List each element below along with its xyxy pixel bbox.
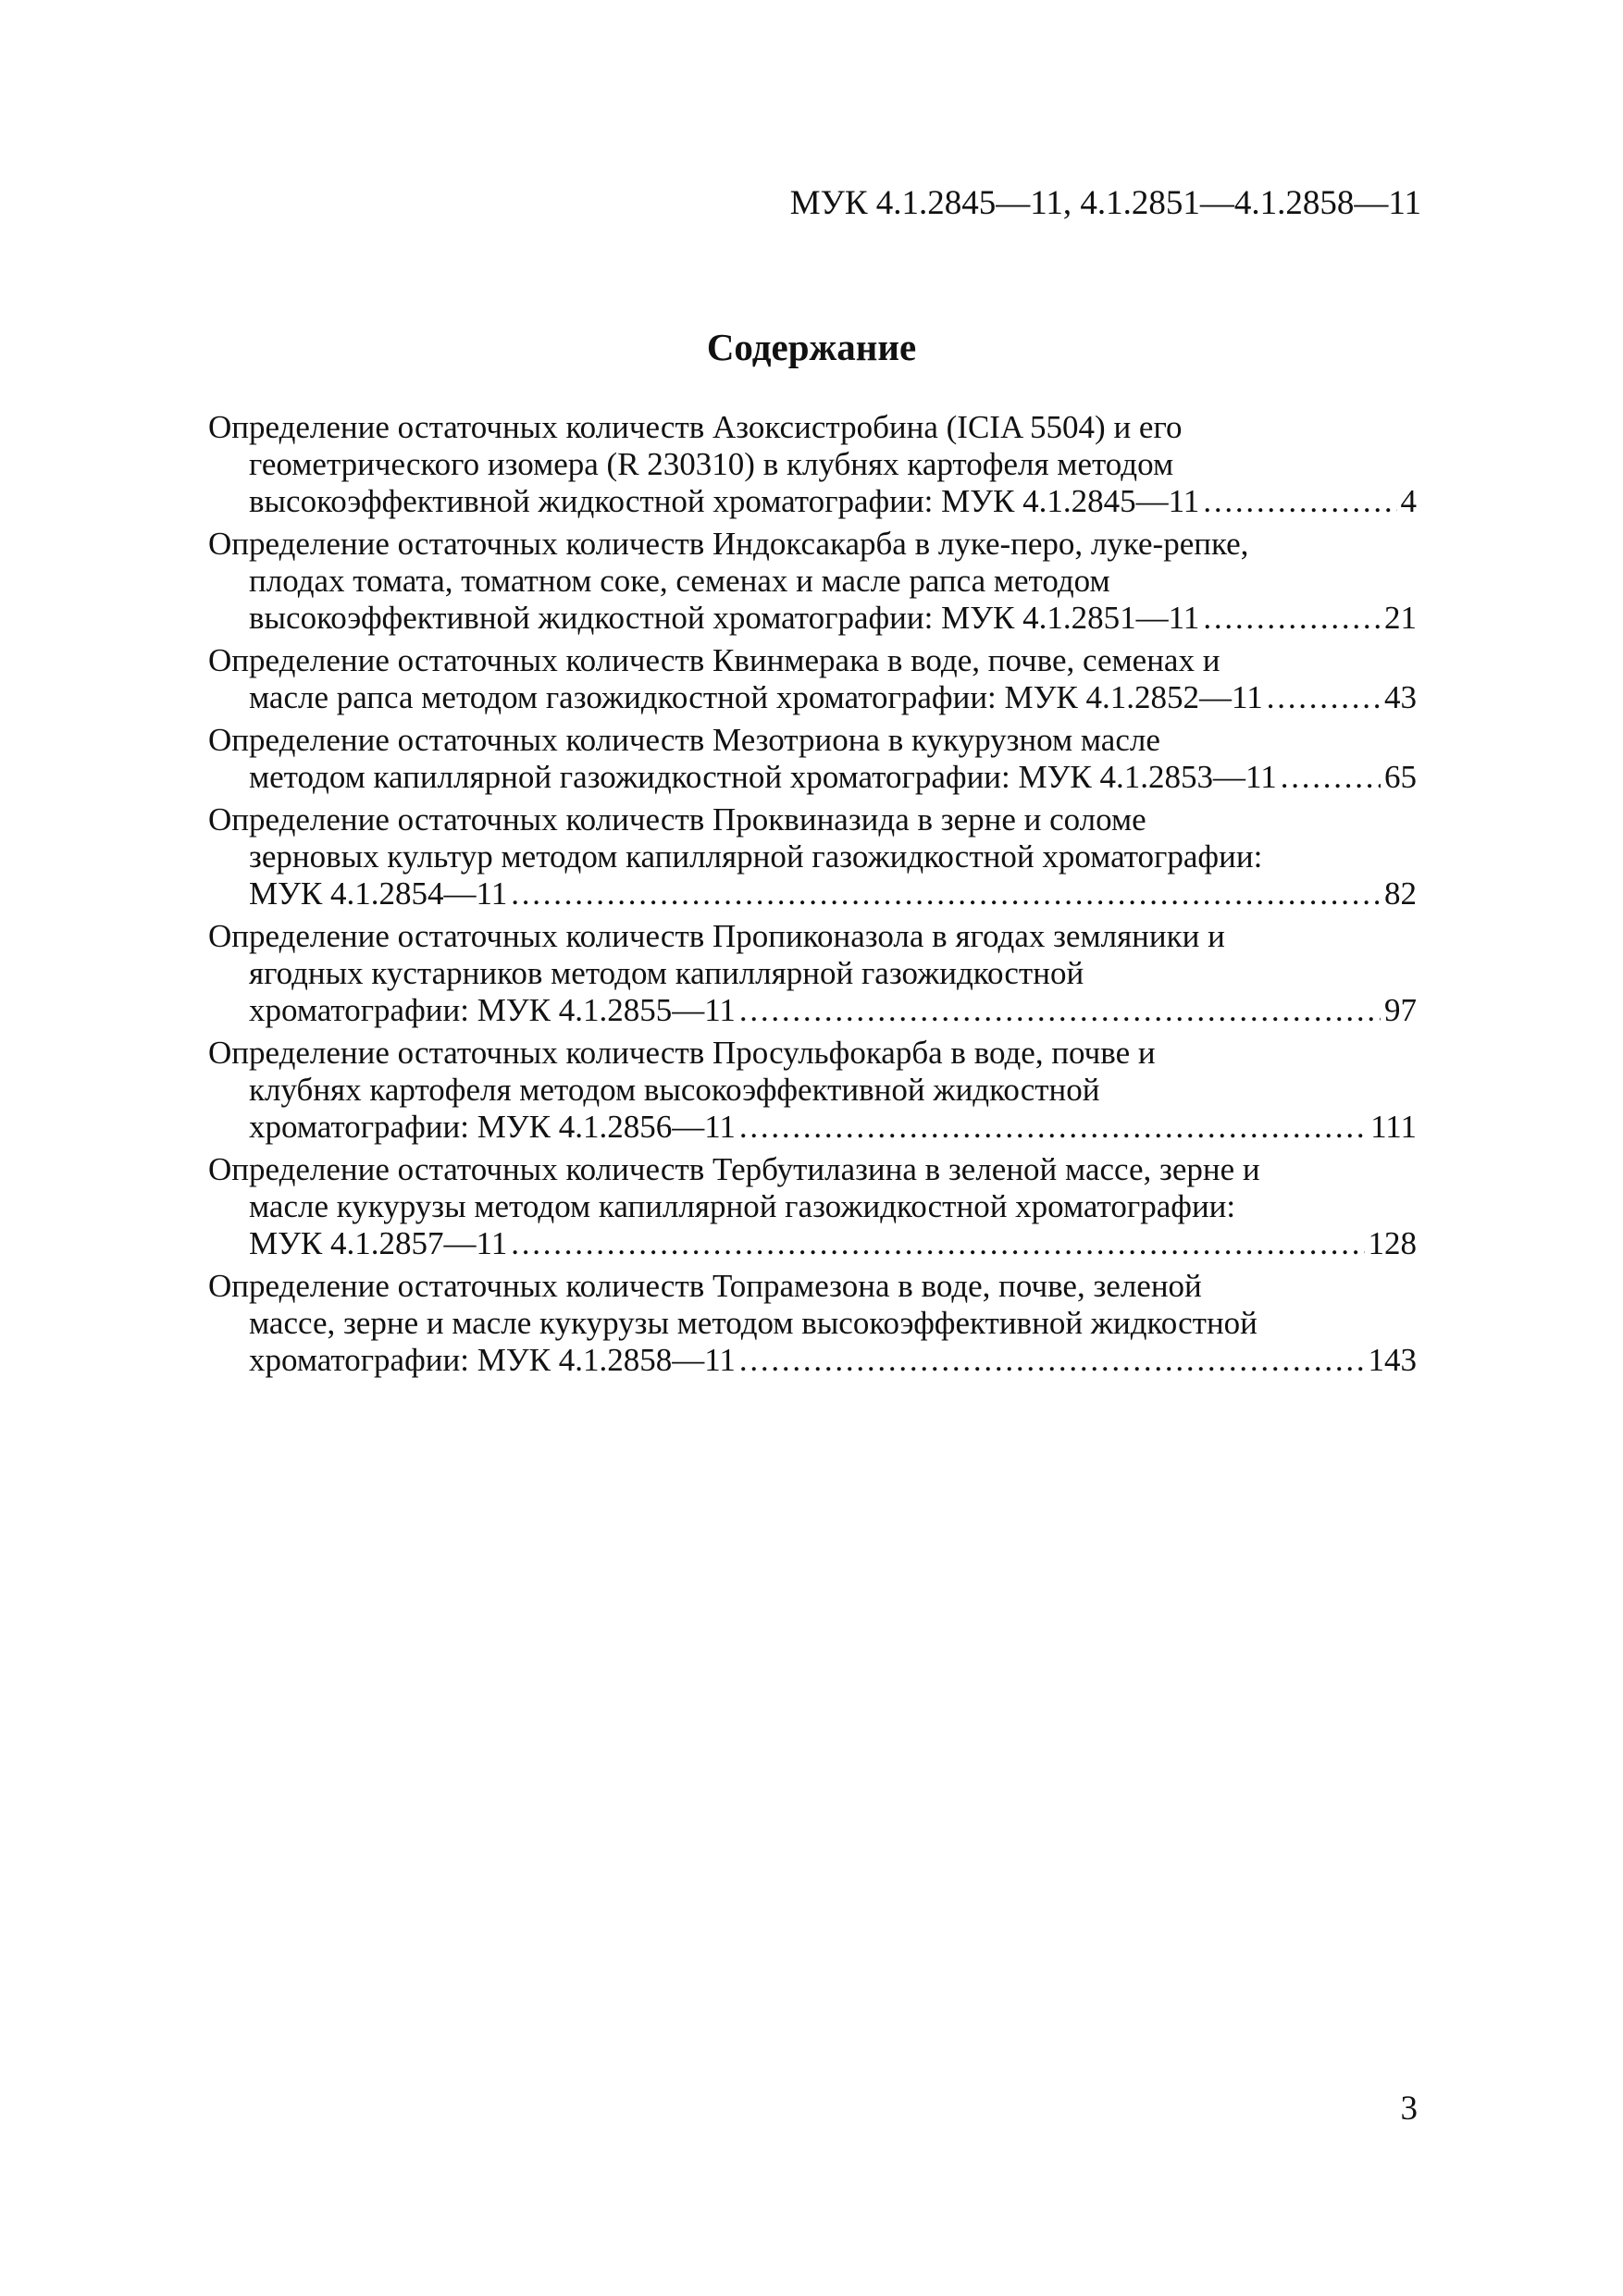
toc-entry-line: Определение остаточных количеств Пропиконазола в ягодах земляники и <box>208 918 1225 954</box>
dot-leader <box>739 1109 1367 1146</box>
toc-entry[interactable] <box>208 526 1417 637</box>
toc-entry-line: массе, зерне и масле кукурузы методом высокоэффективной жидкостной <box>249 1305 1258 1341</box>
dot-leader <box>1203 483 1396 520</box>
toc-entry[interactable] <box>208 722 1417 796</box>
toc-entry-last-line <box>208 875 1417 912</box>
dot-leader <box>1203 600 1381 637</box>
toc-entry-page: 143 <box>1368 1342 1417 1378</box>
toc-entry-text: высокоэффективной жидкостной хроматографии: МУК 4.1.2845—11 <box>249 483 1200 519</box>
dot-leader <box>511 1225 1364 1262</box>
toc-entry-page: 43 <box>1384 679 1417 715</box>
toc-entry[interactable] <box>208 642 1417 716</box>
toc-entry-page: 65 <box>1384 759 1417 795</box>
toc-entry-page: 4 <box>1400 483 1417 519</box>
toc-entry-line: зерновых культур методом капиллярной газожидкостной хроматографии: <box>249 838 1263 875</box>
toc-entry-last-line <box>208 600 1417 637</box>
dot-leader <box>1281 759 1381 796</box>
toc-entry-line: Определение остаточных количеств Квинмерака в воде, почве, семенах и <box>208 642 1220 678</box>
toc-entry-last-line <box>208 1225 1417 1262</box>
toc-entry-line: Определение остаточных количеств Азоксистробина (ICIA 5504) и его <box>208 409 1183 445</box>
toc-entry-text: хроматографии: МУК 4.1.2858—11 <box>249 1342 736 1378</box>
toc-entry-line: масле кукурузы методом капиллярной газожидкостной хроматографии: <box>249 1188 1236 1224</box>
toc-entry-page: 111 <box>1370 1109 1417 1145</box>
dot-leader <box>739 1342 1365 1379</box>
toc-entry-page: 21 <box>1384 600 1417 636</box>
dot-leader <box>739 992 1381 1029</box>
toc-entry-last-line <box>208 1109 1417 1146</box>
toc-entry[interactable] <box>208 1035 1417 1146</box>
toc-entry-text: МУК 4.1.2854—11 <box>249 875 508 912</box>
toc-entry-text: масле рапса методом газожидкостной хроматографии: МУК 4.1.2852—11 <box>249 679 1263 715</box>
toc-entry-line: Определение остаточных количеств Индоксакарба в луке-перо, луке-репке, <box>208 526 1249 562</box>
toc-entry-last-line <box>208 992 1417 1029</box>
toc-entry-text: хроматографии: МУК 4.1.2855—11 <box>249 992 736 1028</box>
toc-entry-last-line <box>208 483 1417 520</box>
toc-entry-line: Определение остаточных количеств Мезотриона в кукурузном масле <box>208 722 1160 758</box>
toc-entry-line: плодах томата, томатном соке, семенах и масле рапса методом <box>249 563 1110 599</box>
running-header: МУК 4.1.2845—11, 4.1.2851—4.1.2858—11 <box>789 184 1421 222</box>
toc-entry-text: методом капиллярной газожидкостной хроматографии: МУК 4.1.2853—11 <box>249 759 1277 795</box>
toc-entry[interactable] <box>208 918 1417 1029</box>
toc-entry-text: МУК 4.1.2857—11 <box>249 1225 508 1261</box>
toc-entry-page: 128 <box>1368 1225 1417 1261</box>
toc-entry-last-line <box>208 759 1417 796</box>
toc-title: Содержание <box>706 326 917 368</box>
page-number: 3 <box>1400 2090 1418 2128</box>
toc-entry-line: Определение остаточных количеств Тербутилазина в зеленой массе, зерне и <box>208 1151 1260 1187</box>
toc-entry-line: Определение остаточных количеств Проквиназида в зерне и соломе <box>208 801 1146 838</box>
toc-entry-page: 97 <box>1384 992 1417 1028</box>
toc-entry-text: хроматографии: МУК 4.1.2856—11 <box>249 1109 736 1145</box>
toc-entry[interactable] <box>208 801 1417 912</box>
dot-leader <box>1267 679 1381 716</box>
toc-entry-last-line <box>208 679 1417 716</box>
dot-leader <box>511 875 1381 912</box>
toc-entry-text: высокоэффективной жидкостной хроматографии: МУК 4.1.2851—11 <box>249 600 1200 636</box>
toc-entry-page: 82 <box>1384 875 1417 912</box>
toc-entry[interactable] <box>208 1268 1417 1379</box>
toc-entry-line: Определение остаточных количеств Топрамезона в воде, почве, зеленой <box>208 1268 1202 1304</box>
toc-entry-line: клубнях картофеля методом высокоэффективной жидкостной <box>249 1072 1100 1108</box>
toc-entry-line: ягодных кустарников методом капиллярной газожидкостной <box>249 955 1084 991</box>
toc-entry[interactable] <box>208 409 1417 520</box>
toc-entry-line: Определение остаточных количеств Просульфокарба в воде, почве и <box>208 1035 1156 1071</box>
toc-entry-line: геометрического изомера (R 230310) в клубнях картофеля методом <box>249 446 1174 482</box>
toc-entry[interactable] <box>208 1151 1417 1262</box>
toc-entry-last-line <box>208 1342 1417 1379</box>
table-of-contents <box>208 409 1417 1384</box>
